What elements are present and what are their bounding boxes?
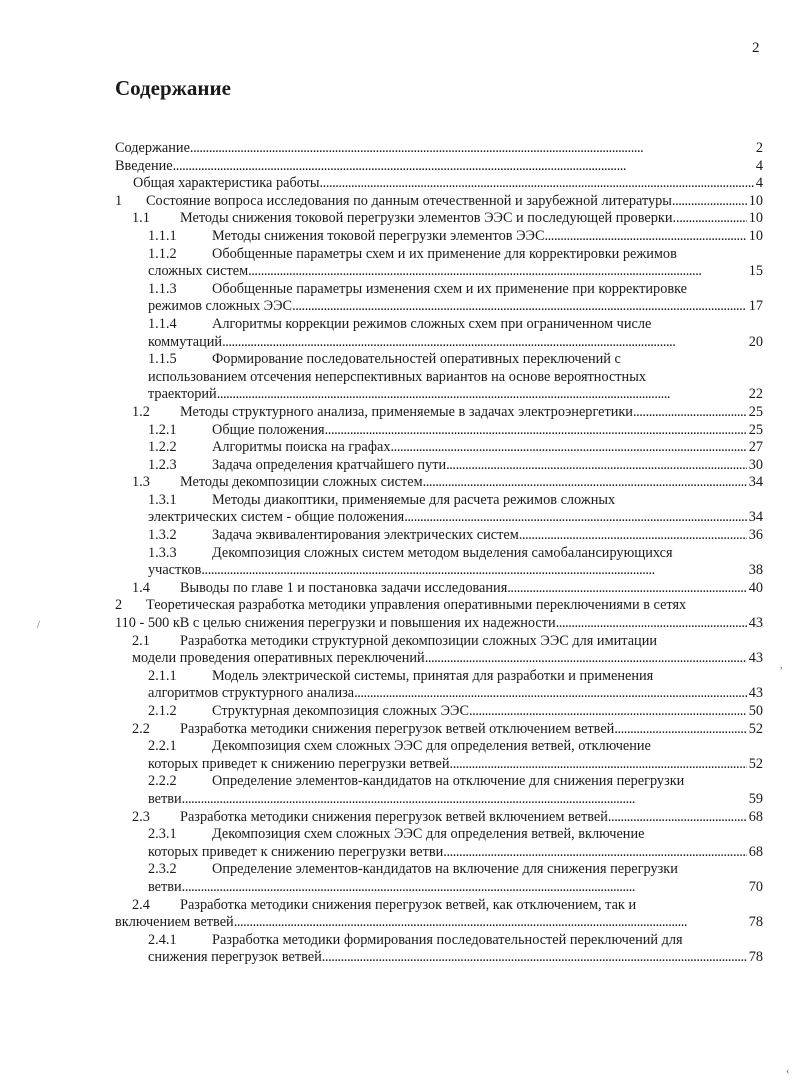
toc-entry [115, 369, 763, 387]
toc-entry-number: 1.1.1 [148, 227, 177, 244]
toc-entry-page: 70 [748, 878, 763, 895]
toc-entry-title: траекторий [148, 386, 217, 403]
dot-leader [519, 527, 747, 545]
toc-entry [115, 826, 763, 844]
toc-entry-number: 2.3.2 [148, 861, 177, 878]
toc-entry-page: 4 [755, 157, 763, 174]
toc-entry-page: 2 [755, 140, 763, 156]
dot-leader [217, 386, 747, 404]
toc-entry [115, 949, 763, 967]
dot-leader [320, 175, 754, 193]
toc-entry [115, 175, 763, 193]
toc-entry [115, 809, 763, 827]
toc-entry-title: Структурная декомпозиция сложных ЭЭС [212, 703, 469, 719]
toc-entry [115, 597, 763, 615]
toc-entry [115, 615, 763, 633]
toc-entry-title: Определение элементов-кандидатов на включение для снижения перегрузки [212, 861, 678, 878]
toc-entry [115, 897, 763, 915]
toc-entry-title: Алгоритмы поиска на графах [212, 439, 391, 456]
dot-leader [182, 791, 747, 809]
toc-entry-page: 27 [748, 439, 763, 456]
toc-entry [115, 140, 763, 158]
toc-entry [115, 791, 763, 809]
toc-entry-title: Методы структурного анализа, применяемые в задачах электроэнергетики [180, 403, 633, 420]
toc-entry-title: участков [148, 562, 202, 579]
toc-entry-title: снижения перегрузок ветвей [148, 949, 322, 966]
toc-entry [115, 703, 763, 721]
toc-entry-page: 43 [748, 615, 763, 632]
dot-leader [450, 756, 747, 774]
toc-entry [115, 879, 763, 897]
toc-entry-number: 1.2.2 [148, 439, 177, 456]
toc-entry-page: 10 [748, 227, 763, 244]
toc-entry-title: Разработка методики формирования последовательностей переключений для [212, 931, 683, 948]
toc-entry-number: 1.3 [132, 474, 150, 491]
toc-entry [115, 386, 763, 404]
toc-entry [115, 914, 763, 932]
toc-entry [115, 932, 763, 950]
dot-leader [672, 193, 747, 211]
toc-entry [115, 545, 763, 563]
toc-entry [115, 404, 763, 422]
toc-entry-title: Выводы по главе 1 и постановка задачи исследования [180, 579, 508, 596]
toc-entry-title: Методы декомпозиции сложных систем [180, 474, 423, 491]
toc-entry [115, 580, 763, 598]
toc-entry-page: 34 [748, 474, 763, 491]
toc-entry-page: 25 [748, 403, 763, 420]
dot-leader [404, 509, 746, 527]
dot-leader [446, 457, 747, 475]
toc-entry-title: ветви [148, 790, 182, 807]
toc-entry-page: 43 [748, 650, 763, 667]
toc-entry-title: Теоретическая разработка методики управления оперативными переключениями в сетях [146, 597, 687, 614]
toc-entry-title: Разработка методики снижения перегрузок ветвей отключением ветвей [180, 720, 615, 737]
dot-leader [354, 685, 747, 703]
toc-entry [115, 861, 763, 879]
toc-entry-number: 2.3 [132, 808, 150, 825]
toc-entry-number: 1.3.3 [148, 544, 177, 561]
toc-entry-page: 20 [748, 333, 763, 350]
toc-entry-title: Общие положения [212, 421, 325, 438]
toc-entry-title: включением ветвей [115, 914, 234, 931]
toc-entry [115, 492, 763, 510]
toc-entry-title: коммутаций [148, 333, 223, 350]
toc-entry-page: 10 [748, 192, 763, 209]
dot-leader [676, 210, 747, 228]
toc-entry-title: Общая характеристика работы [133, 175, 320, 192]
toc-entry-number: 1.1.5 [148, 351, 177, 368]
toc-entry-title: Декомпозиция сложных систем методом выделения самобалансирующихся [212, 544, 673, 561]
toc-entry [115, 281, 763, 299]
toc-entry-title: Методы снижения токовой перегрузки элементов ЭЭС [212, 227, 545, 244]
toc-entry-number: 2.4.1 [148, 931, 177, 948]
toc-entry [115, 721, 763, 739]
toc-entry-number: 2.1 [132, 632, 150, 649]
page-number: 2 [752, 40, 760, 56]
toc-entry-number: 2.3.1 [148, 826, 177, 843]
toc-entry-page: 68 [748, 808, 763, 825]
toc-entry-title: Задача определения кратчайшего пути [212, 456, 447, 473]
toc-entry-title: сложных систем [148, 263, 249, 280]
dot-leader [182, 879, 747, 897]
toc-entry-title: 110 - 500 кВ с целью снижения перегрузки и повышения их надежности [115, 615, 556, 632]
toc-entry [115, 351, 763, 369]
toc-entry [115, 193, 763, 211]
toc-entry-page: 17 [748, 298, 763, 315]
toc-entry [115, 334, 763, 352]
dot-leader [608, 809, 747, 827]
toc-entry-number: 1.3.1 [148, 491, 177, 508]
toc-entry-page: 10 [748, 210, 763, 227]
toc-entry-page: 38 [748, 562, 763, 579]
toc-entry-page: 4 [755, 175, 763, 192]
toc-entry-number: 1.1.2 [148, 245, 177, 262]
toc-entry-number: 2.2 [132, 720, 150, 737]
toc-entry-number: 2.4 [132, 896, 150, 913]
toc-entry-title: Содержание [115, 140, 190, 156]
toc-entry-page: 15 [748, 263, 763, 280]
toc-entry [115, 439, 763, 457]
toc-entry-title: ветви [148, 878, 182, 895]
toc-entry [115, 422, 763, 440]
toc-entry-title: Декомпозиция схем сложных ЭЭС для определения ветвей, отключение [212, 738, 651, 755]
dot-leader [322, 949, 747, 967]
toc-entry-title: Декомпозиция схем сложных ЭЭС для определения ветвей, включение [212, 826, 645, 843]
toc-entry-title: Формирование последовательностей оперативных переключений с [212, 351, 621, 368]
toc-entry [115, 685, 763, 703]
toc-entry [115, 756, 763, 774]
dot-leader [469, 703, 747, 721]
dot-leader [633, 404, 747, 422]
scan-mark: , [780, 660, 783, 671]
toc-entry-number: 2 [115, 597, 123, 614]
table-of-contents [115, 140, 763, 967]
dot-leader [614, 721, 746, 739]
toc-entry [115, 246, 763, 264]
toc-entry-number: 1.2.1 [148, 421, 177, 438]
toc-entry-title: Задача эквивалентирования электрических систем [212, 527, 519, 544]
scan-mark: / [37, 620, 40, 631]
toc-entry-page: 59 [748, 790, 763, 807]
toc-entry-title: Разработка методики снижения перегрузок ветвей, как отключением, так и [180, 896, 637, 913]
toc-entry-title: Методы снижения токовой перегрузки элементов ЭЭС и последующей проверки. [180, 210, 677, 227]
toc-entry-title: электрических систем - общие положения [148, 509, 405, 526]
toc-entry-title: Обобщенные параметры изменения схем и их применение при корректировке [212, 280, 688, 297]
page-title: Содержание [115, 76, 231, 100]
toc-entry-title: алгоритмов структурного анализа [148, 685, 355, 702]
toc-entry-page: 34 [748, 509, 763, 526]
toc-entry-number: 1.3.2 [148, 527, 177, 544]
toc-entry-number: 1.2.3 [148, 456, 177, 473]
toc-entry [115, 738, 763, 756]
toc-entry-page: 22 [748, 386, 763, 403]
dot-leader [556, 615, 747, 633]
toc-entry-number: 1.2 [132, 403, 150, 420]
toc-entry-title: которых приведет к снижению перегрузки ветви [148, 843, 444, 860]
toc-entry-title: Разработка методики снижения перегрузок ветвей включением ветвей [180, 808, 608, 825]
toc-entry-number: 1.4 [132, 579, 150, 596]
toc-entry [115, 158, 763, 176]
toc-entry [115, 457, 763, 475]
toc-entry-title: использованием отсечения неперспективных вариантов на основе вероятностных [148, 368, 646, 385]
toc-entry [115, 773, 763, 791]
toc-entry-page: 50 [748, 703, 763, 719]
dot-leader [545, 228, 747, 246]
dot-leader [325, 422, 747, 440]
toc-entry-title: Определение элементов-кандидатов на отключение для снижения перегрузки [212, 773, 685, 790]
toc-entry-number: 1.1 [132, 210, 150, 227]
toc-entry-page: 52 [748, 755, 763, 772]
toc-entry [115, 298, 763, 316]
toc-entry-number: 2.1.2 [148, 703, 177, 719]
toc-entry-title: Обобщенные параметры схем и их применение для корректировки режимов [212, 245, 677, 262]
dot-leader [222, 334, 747, 352]
toc-entry-page: 78 [748, 949, 763, 966]
toc-entry-title: Разработка методики структурной декомпозиции сложных ЭЭС для имитации [180, 632, 658, 649]
toc-entry-title: режимов сложных ЭЭС [148, 298, 293, 315]
dot-leader [173, 158, 754, 176]
toc-entry-title: Модель электрической системы, принятая для разработки и применения [212, 667, 654, 684]
dot-leader [292, 298, 747, 316]
toc-entry [115, 527, 763, 545]
dot-leader [443, 844, 746, 862]
toc-entry [115, 263, 763, 281]
toc-entry [115, 509, 763, 527]
toc-entry-page: 30 [748, 456, 763, 473]
toc-entry [115, 650, 763, 668]
toc-entry-number: 2.1.1 [148, 667, 177, 684]
toc-entry-page: 40 [748, 579, 763, 596]
toc-entry-number: 1.1.4 [148, 315, 177, 332]
toc-entry-title: Состояние вопроса исследования по данным отечественной и зарубежной литературы [146, 192, 672, 209]
toc-entry-title: Введение [115, 157, 173, 174]
scan-mark: ‹ [786, 1066, 790, 1077]
toc-entry-title: которых приведет к снижению перегрузки ветвей [148, 755, 450, 772]
toc-entry-page: 43 [748, 685, 763, 702]
toc-entry [115, 844, 763, 862]
toc-entry [115, 668, 763, 686]
toc-entry-page: 68 [748, 843, 763, 860]
dot-leader [248, 263, 747, 281]
toc-entry [115, 474, 763, 492]
dot-leader [507, 580, 746, 598]
toc-entry-title: Алгоритмы коррекции режимов сложных схем при ограниченном числе [212, 315, 652, 332]
toc-entry-number: 2.2.2 [148, 773, 177, 790]
toc-entry [115, 210, 763, 228]
toc-entry [115, 562, 763, 580]
dot-leader [425, 650, 747, 668]
dot-leader [391, 439, 747, 457]
dot-leader [423, 474, 747, 492]
toc-entry-page: 52 [748, 720, 763, 737]
toc-entry-page: 36 [748, 527, 763, 544]
toc-entry-title: модели проведения оперативных переключений [132, 650, 425, 667]
toc-entry [115, 228, 763, 246]
toc-entry [115, 633, 763, 651]
dot-leader [190, 140, 754, 158]
toc-entry-page: 25 [748, 421, 763, 438]
toc-entry-page: 78 [748, 914, 763, 931]
toc-entry-number: 1.1.3 [148, 280, 177, 297]
dot-leader [201, 562, 746, 580]
toc-entry-number: 2.2.1 [148, 738, 177, 755]
toc-entry-number: 1 [115, 192, 123, 209]
toc-entry-title: Методы диакоптики, применяемые для расчета режимов сложных [212, 491, 616, 508]
dot-leader [234, 914, 747, 932]
toc-entry [115, 316, 763, 334]
